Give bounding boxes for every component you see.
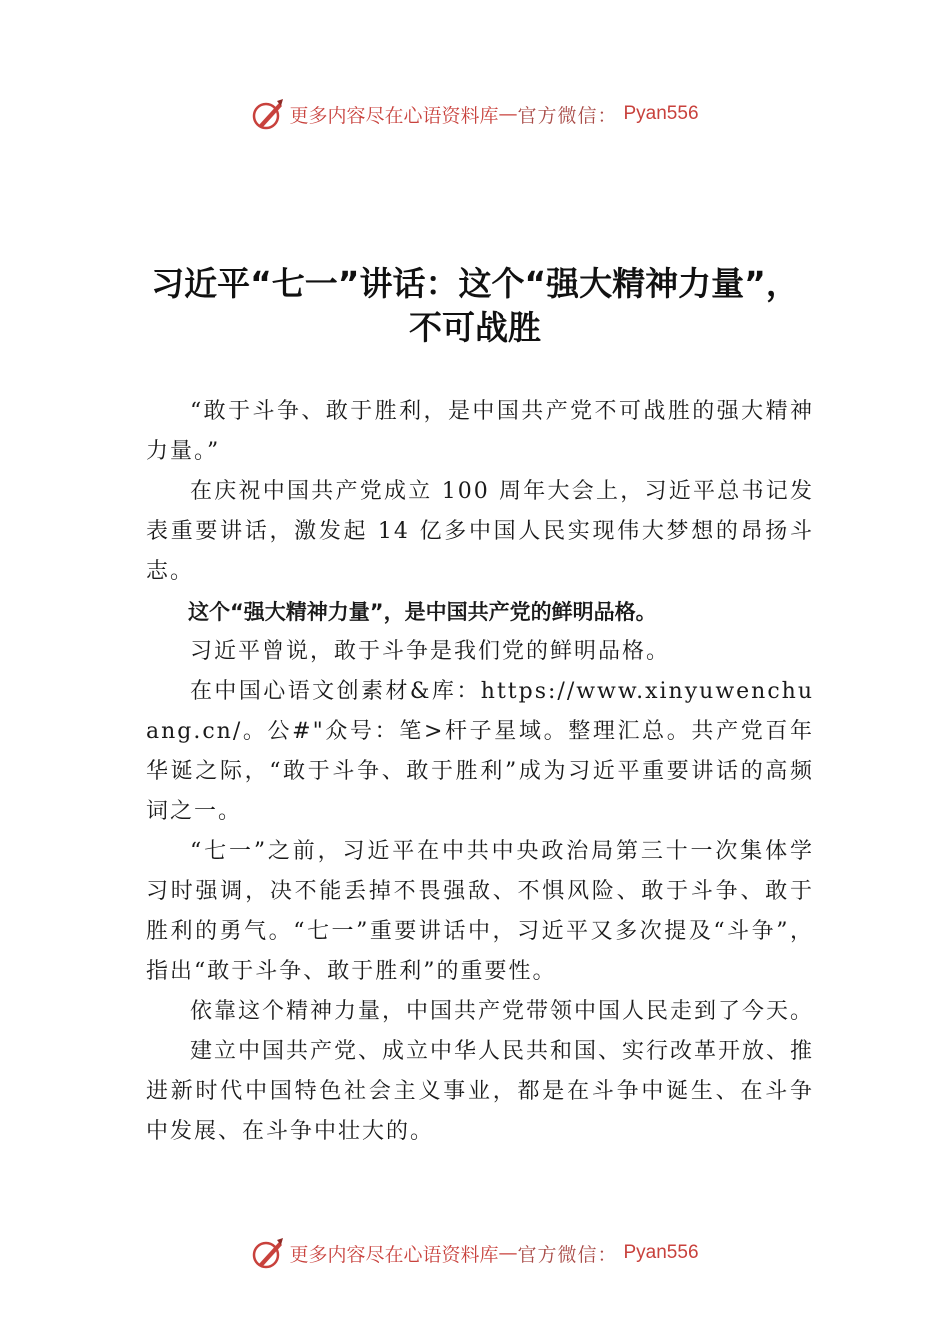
- paragraph-2: 在庆祝中国共产党成立 100 周年大会上，习近平总书记发表重要讲话，激发起 14 亿多中国人民实现伟大梦想的昂扬斗志。: [146, 479, 814, 584]
- footer-banner: [0, 1233, 950, 1273]
- banner-dash: —: [498, 103, 518, 125]
- paragraph-5: “七一”之前，习近平在中共中央政治局第三十一次集体学习时强调，决不能丢掉不畏强敌、不惧风险、敢于斗争、敢于胜利的勇气。“七一”重要讲话中，习近平又多次提及“斗争”，指出“敢于斗争、敢于胜利”的重要性。: [146, 839, 814, 984]
- banner-dash: —: [498, 1242, 518, 1264]
- banner-text: 更多内容尽在心语资料库: [289, 104, 499, 127]
- quill-pen-logo-icon: [251, 1236, 285, 1270]
- paragraph-6: 依靠这个精神力量，中国共产党带领中国人民走到了今天。: [190, 999, 815, 1024]
- header-banner: [0, 94, 950, 134]
- paragraph-3: 习近平曾说，敢于斗争是我们党的鲜明品格。: [190, 639, 671, 664]
- article-title: 习近平“七一”讲话：这个“强大精神力量”，不可战胜: [151, 264, 799, 347]
- quill-pen-logo-icon: [251, 97, 285, 131]
- banner-wechat-label: 官方微信：: [517, 1243, 618, 1266]
- banner-wechat-id: Pyan556: [623, 103, 699, 124]
- banner-wechat-label: 官方微信：: [517, 104, 618, 127]
- banner-text: 更多内容尽在心语资料库: [289, 1243, 499, 1266]
- article-body: [146, 392, 814, 1152]
- bold-subheading: 这个“强大精神力量”，是中国共产党的鲜明品格。: [188, 600, 657, 624]
- paragraph-7: 建立中国共产党、成立中华人民共和国、实行改革开放、推进新时代中国特色社会主义事业，都是在斗争中诞生、在斗争中发展、在斗争中壮大的。: [146, 1039, 815, 1144]
- banner-wechat-id: Pyan556: [623, 1242, 699, 1263]
- paragraph-1: “敢于斗争、敢于胜利，是中国共产党不可战胜的强大精神力量。”: [146, 399, 814, 464]
- paragraph-4: 在中国心语文创素材&库：https://www.xinyuwenchuang.cn/。公#"众号：笔>杆子星域。整理汇总。共产党百年华诞之际，“敢于斗争、敢于胜利”成为习近平重要讲话的高频词之一。: [146, 679, 814, 824]
